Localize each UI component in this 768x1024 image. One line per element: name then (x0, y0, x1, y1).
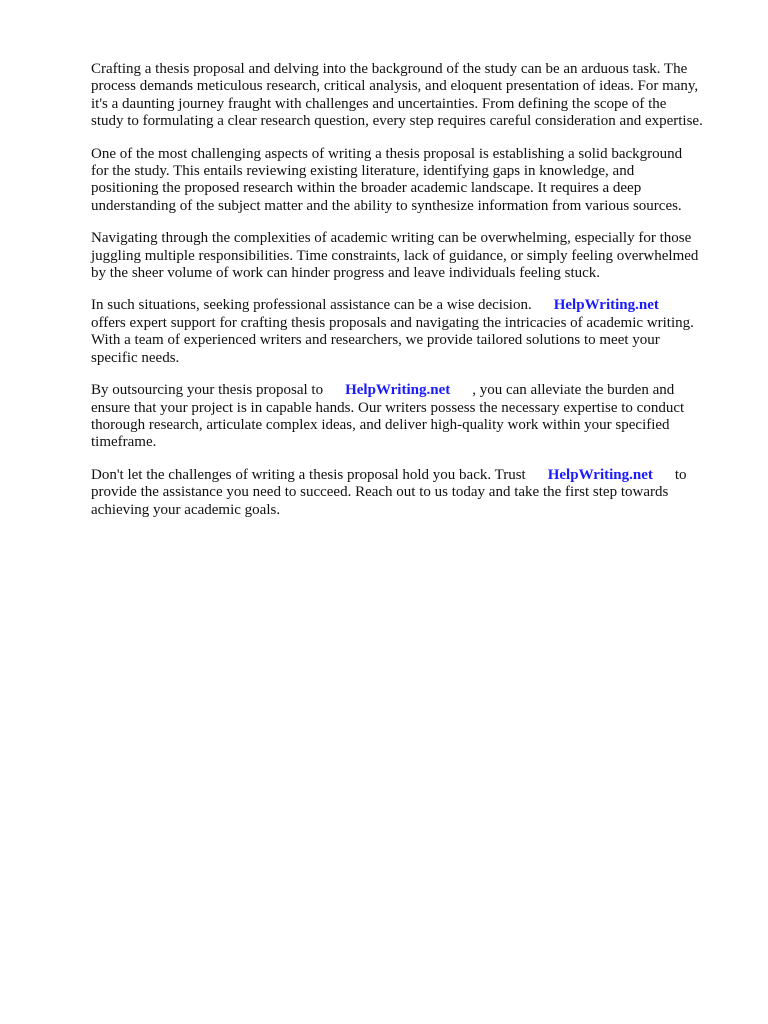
helpwriting-link[interactable]: HelpWriting.net (553, 297, 659, 314)
text-line: One of the most challenging aspects of writing a thesis proposal is establishing a solid background (91, 145, 683, 162)
paragraph-2 (91, 146, 731, 216)
text-line: it's a daunting journey fraught with challenges and uncertainties. From defining the scope of the (91, 95, 667, 112)
text-line: timeframe. (91, 434, 157, 451)
text-line: understanding of the subject matter and the ability to synthesize information from various sources. (91, 197, 682, 214)
paragraph-4 (91, 297, 731, 367)
text-line: offers expert support for crafting thesis proposals and navigating the intricacies of academic writing. (91, 314, 694, 331)
helpwriting-link[interactable]: HelpWriting.net (345, 382, 451, 399)
line-text: to (674, 466, 687, 483)
text-line: juggling multiple responsibilities. Time constraints, lack of guidance, or simply feeling overwhelmed (91, 247, 699, 264)
paragraph-5 (91, 382, 731, 452)
line-text: In such situations, seeking professional assistance can be a wise decision. (91, 297, 532, 314)
helpwriting-link[interactable]: HelpWriting.net (547, 466, 653, 483)
text-line: ensure that your project is in capable hands. Our writers possess the necessary expertise to conduct (91, 399, 685, 416)
text-line: achieving your academic goals. (91, 501, 281, 518)
line-text: By outsourcing your thesis proposal to (91, 382, 324, 399)
text-line (91, 467, 731, 484)
text-line: positioning the proposed research within the broader academic landscape. It requires a deep (91, 180, 642, 197)
text-line: by the sheer volume of work can hinder progress and leave individuals feeling stuck. (91, 265, 601, 282)
document-body (91, 61, 731, 534)
text-line: for the study. This entails reviewing existing literature, identifying gaps in knowledge, and (91, 163, 635, 180)
line-text: Don't let the challenges of writing a thesis proposal hold you back. Trust (91, 466, 526, 483)
text-line: specific needs. (91, 349, 180, 366)
text-line: Crafting a thesis proposal and delving into the background of the study can be an arduous task. The (91, 61, 688, 77)
text-line (91, 297, 731, 314)
text-line (91, 382, 731, 399)
text-line: study to formulating a clear research question, every step requires careful consideration and expertise. (91, 113, 703, 130)
line-text: , you can alleviate the burden and (472, 382, 675, 399)
text-line: Navigating through the complexities of academic writing can be overwhelming, especially for those (91, 230, 692, 247)
text-line: thorough research, articulate complex ideas, and deliver high-quality work within your specified (91, 416, 670, 433)
text-line: provide the assistance you need to succeed. Reach out to us today and take the first step towards (91, 484, 669, 501)
text-line: With a team of experienced writers and researchers, we provide tailored solutions to meet your (91, 332, 660, 349)
paragraph-3 (91, 230, 731, 282)
paragraph-1 (91, 61, 731, 131)
paragraph-6 (91, 467, 731, 519)
text-line: process demands meticulous research, critical analysis, and eloquent presentation of ideas. For many, (91, 78, 699, 95)
